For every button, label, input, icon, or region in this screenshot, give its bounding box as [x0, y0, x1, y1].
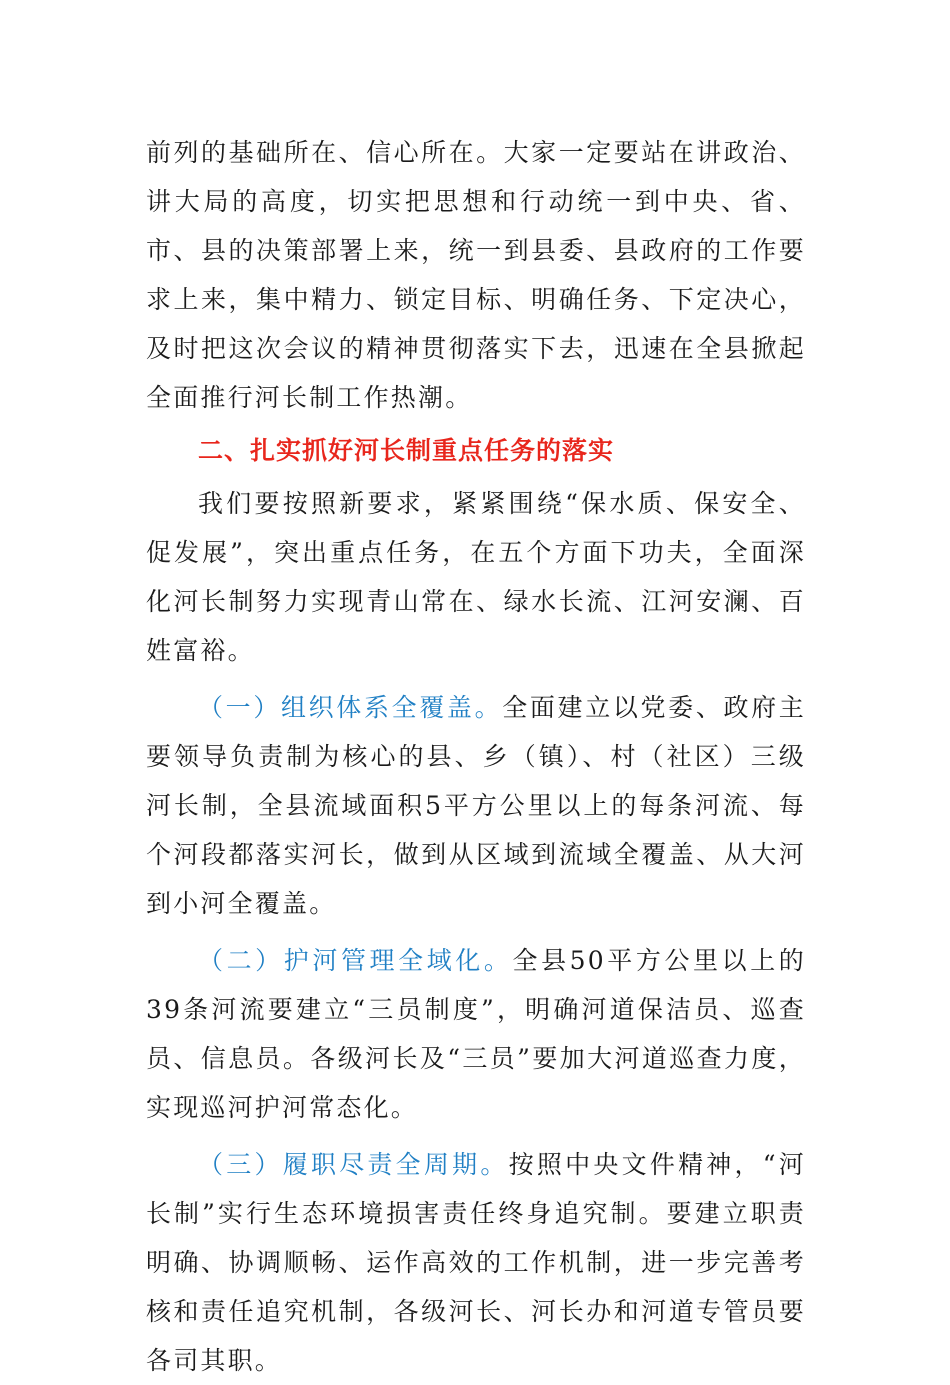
task-item-1-text: 全面建立以党委、政府主要领导负责制为核心的县、乡（镇）、村（社区）三级河长制，全县流域面积5平方公里以上的每条河流、每个河段都落实河长，做到从区域到流域全覆盖、从大河到小河全覆盖。	[146, 693, 807, 918]
task-item-2-text: 全县50平方公里以上的39条河流要建立“三员制度”，明确河道保洁员、巡查员、信息员。各级河长及“三员”要加大河道巡查力度，实现巡河护河常态化。	[146, 946, 806, 1122]
task-item-2	[146, 936, 806, 1132]
task-item-3	[146, 1140, 806, 1385]
section-heading: 二、扎实抓好河长制重点任务的落实	[198, 436, 615, 465]
task-item-1-title: （一）组织体系全覆盖。	[198, 693, 503, 722]
document-body	[146, 128, 806, 1385]
paragraph-overview: 我们要按照新要求，紧紧围绕“保水质、保安全、促发展”，突出重点任务，在五个方面下功夫，全面深化河长制努力实现青山常在、绿水长流、江河安澜、百姓富裕。	[146, 489, 806, 665]
paragraph-intro: 前列的基础所在、信心所在。大家一定要站在讲政治、讲大局的高度，切实把思想和行动统一到中央、省、市、县的决策部署上来，统一到县委、县政府的工作要求上来，集中精力、锁定目标、明确任务、下定决心，及时把这次会议的精神贯彻落实下去，迅速在全县掀起全面推行河长制工作热潮。	[146, 138, 806, 412]
task-item-2-title: （二）护河管理全域化。	[198, 946, 513, 975]
task-item-3-title: （三）履职尽责全周期。	[198, 1150, 509, 1179]
task-item-3-text: 按照中央文件精神，“河长制”实行生态环境损害责任终身追究制。要建立职责明确、协调顺畅、运作高效的工作机制，进一步完善考核和责任追究机制，各级河长、河长办和河道专管员要各司其职。	[146, 1150, 807, 1375]
task-item-1	[146, 683, 806, 928]
